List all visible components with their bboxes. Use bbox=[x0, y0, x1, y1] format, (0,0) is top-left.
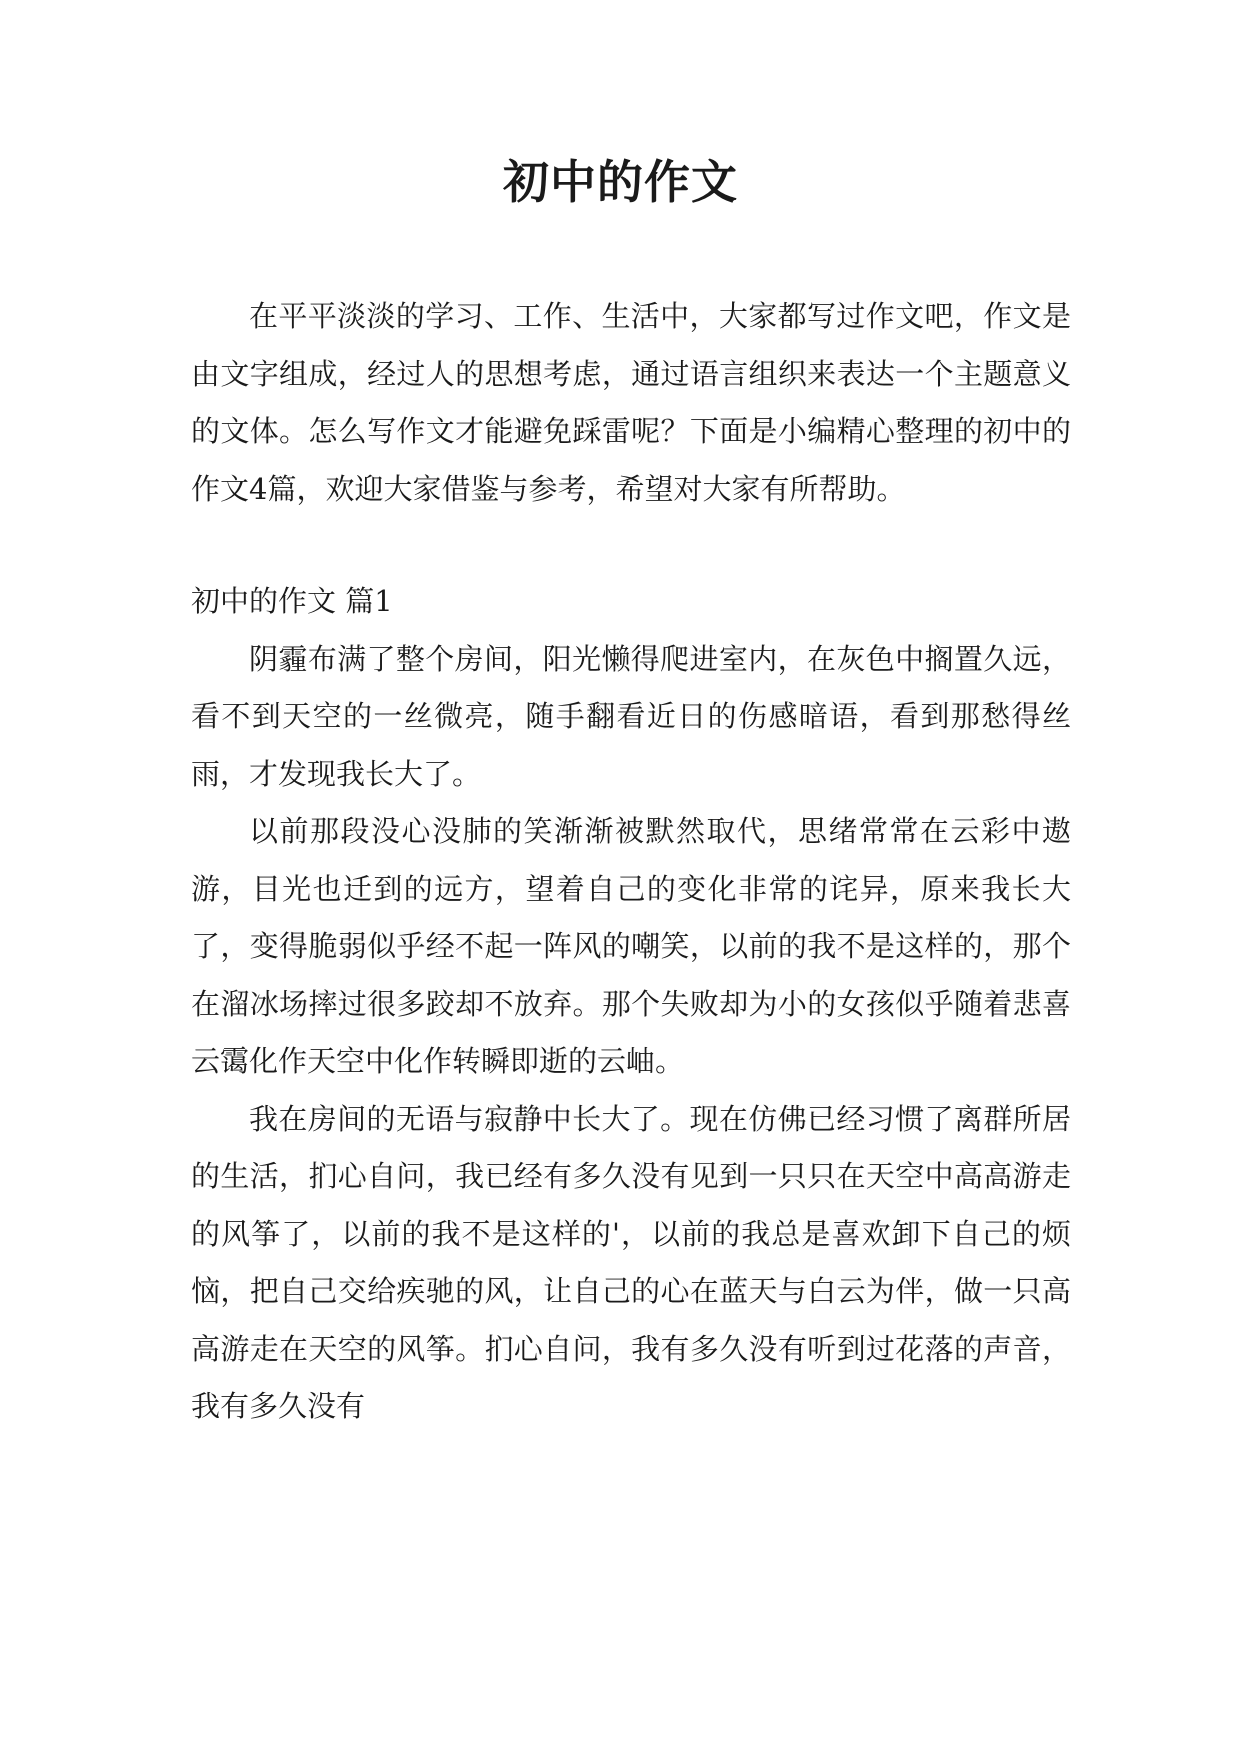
body-paragraph-2: 以前那段没心没肺的笑渐渐被默然取代，思绪常常在云彩中遨游，目光也迁到的远方，望着自己的变化非常的诧异，原来我长大了，变得脆弱似乎经不起一阵风的嘲笑，以前的我不是这样的，那个在溜冰场摔过很多跤却不放弃。那个失败却为小的女孩似乎随着悲喜云霭化作天空中化作转瞬即逝的云岫。 bbox=[191, 814, 1071, 1078]
document-body bbox=[191, 288, 1071, 1436]
document-title: 初中的作文 bbox=[503, 155, 738, 209]
body-paragraph-3: 我在房间的无语与寂静中长大了。现在仿佛已经习惯了离群所居的生活，扪心自问，我已经有多久没有见到一只只在天空中高高游走的风筝了，以前的我不是这样的'，以前的我总是喜欢卸下自己的烦恼，把自己交给疾驰的风，让自己的心在蓝天与白云为伴，做一只高高游走在天空的风筝。扪心自问，我有多久没有听到过花落的声音，我有多久没有 bbox=[191, 1101, 1071, 1423]
intro-paragraph: 在平平淡淡的学习、工作、生活中，大家都写过作文吧，作文是由文字组成，经过人的思想考虑，通过语言组织来表达一个主题意义的文体。怎么写作文才能避免踩雷呢？下面是小编精心整理的初中的作文4篇，欢迎大家借鉴与参考，希望对大家有所帮助。 bbox=[191, 299, 1071, 506]
section-spacer bbox=[191, 518, 1071, 573]
body-paragraph-1: 阴霾布满了整个房间，阳光懒得爬进室内，在灰色中搁置久远，看不到天空的一丝微亮，随手翻看近日的伤感暗语，看到那愁得丝雨，才发现我长大了。 bbox=[191, 641, 1071, 791]
section-heading: 初中的作文 篇1 bbox=[191, 584, 393, 618]
